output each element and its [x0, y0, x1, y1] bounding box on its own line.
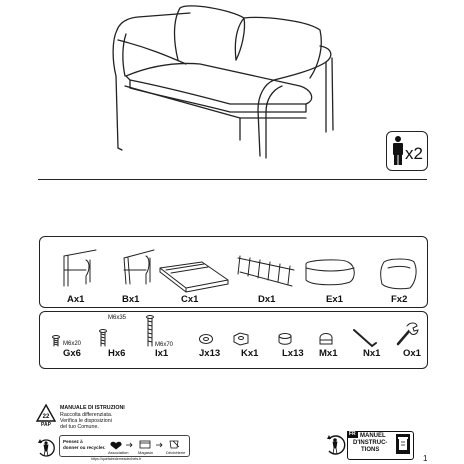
hardware-g-label: Gx6	[63, 348, 81, 359]
bolt-h-icon	[100, 330, 107, 347]
recycle-line-3: del tuo Comune.	[60, 424, 99, 430]
recycle-line-2: Verifica le disposizioni	[60, 418, 112, 424]
part-c-seat-panel	[160, 262, 228, 292]
triman-url: https://quefairedemesdechets.fr	[91, 457, 142, 461]
part-e-label: Ex1	[326, 294, 343, 305]
cap-nut-m-icon	[320, 334, 332, 345]
allen-key-n-icon	[354, 330, 376, 346]
recycle-line-1: Raccolta differenziata.	[60, 412, 113, 418]
fr-manual-line-1: MANUEL	[360, 433, 386, 439]
triman-step-2: Magasin	[138, 450, 154, 455]
section-divider	[38, 179, 427, 180]
recycle-title: MANUALE DI ISTRUZIONI	[60, 405, 125, 411]
bolt-i-icon	[147, 316, 154, 347]
store-icon	[140, 441, 150, 448]
part-b-arm-frame	[124, 250, 154, 284]
nut-k-icon	[234, 333, 248, 345]
fr-manual-line-2: D'INSTRUC-	[353, 440, 388, 446]
triman-steps	[104, 436, 194, 456]
hardware-n-label: Nx1	[363, 348, 381, 359]
hardware-l-label: Lx13	[282, 348, 304, 359]
arrow-icon	[126, 443, 132, 447]
hardware-j-label: Jx13	[199, 348, 221, 359]
hardware-o-label: Ox1	[403, 348, 421, 359]
part-d-label: Dx1	[258, 294, 276, 305]
two-persons-icon	[386, 131, 428, 171]
triman-pensez: Pensez à	[63, 439, 83, 444]
fr-manual-line-3: TIONS	[361, 447, 380, 453]
hardware-h-label: Hx6	[108, 348, 126, 359]
triman-donner: donner ou recycler.	[63, 445, 106, 450]
pap-code: PAP	[41, 422, 51, 428]
bolt-h-spec: M6x35	[108, 315, 127, 321]
spacer-l-icon	[279, 334, 291, 345]
part-a-label: Ax1	[67, 294, 85, 305]
heart-icon	[111, 442, 121, 449]
part-b-label: Bx1	[122, 294, 140, 305]
triman-fr-icon	[324, 434, 346, 456]
recycle-bin-icon	[170, 441, 179, 448]
wrench-o-icon	[398, 323, 418, 344]
hardware-drawings	[0, 311, 464, 371]
paper-bin-icon	[396, 434, 410, 454]
page-number: 1	[423, 454, 428, 463]
pap-number: 22	[42, 414, 50, 420]
bolt-g-spec: M6x20	[63, 341, 82, 347]
part-f-label: Fx2	[391, 294, 408, 305]
fr-country: FR	[349, 431, 356, 437]
hardware-m-label: Mx1	[319, 348, 338, 359]
pap-recycle-icon	[35, 404, 57, 426]
part-d-slat-frame	[238, 256, 294, 286]
part-a-arm-frame	[64, 250, 96, 286]
bolt-i-spec: M6x70	[155, 342, 174, 348]
arrow-icon-2	[156, 443, 162, 447]
part-e-cushion	[306, 260, 354, 285]
part-c-label: Cx1	[181, 294, 199, 305]
parts-labels	[0, 290, 464, 310]
hardware-k-label: Kx1	[241, 348, 259, 359]
part-f-pillow	[381, 259, 416, 289]
bolt-g-icon	[53, 336, 60, 347]
triman-step-3: Déchèterie	[166, 450, 186, 455]
persons-count-label: x2	[405, 144, 423, 163]
triman-icon	[36, 437, 56, 459]
washer-j-icon	[200, 335, 213, 344]
triman-step-1: Association	[108, 450, 129, 455]
hardware-i-label: Ix1	[155, 348, 169, 359]
